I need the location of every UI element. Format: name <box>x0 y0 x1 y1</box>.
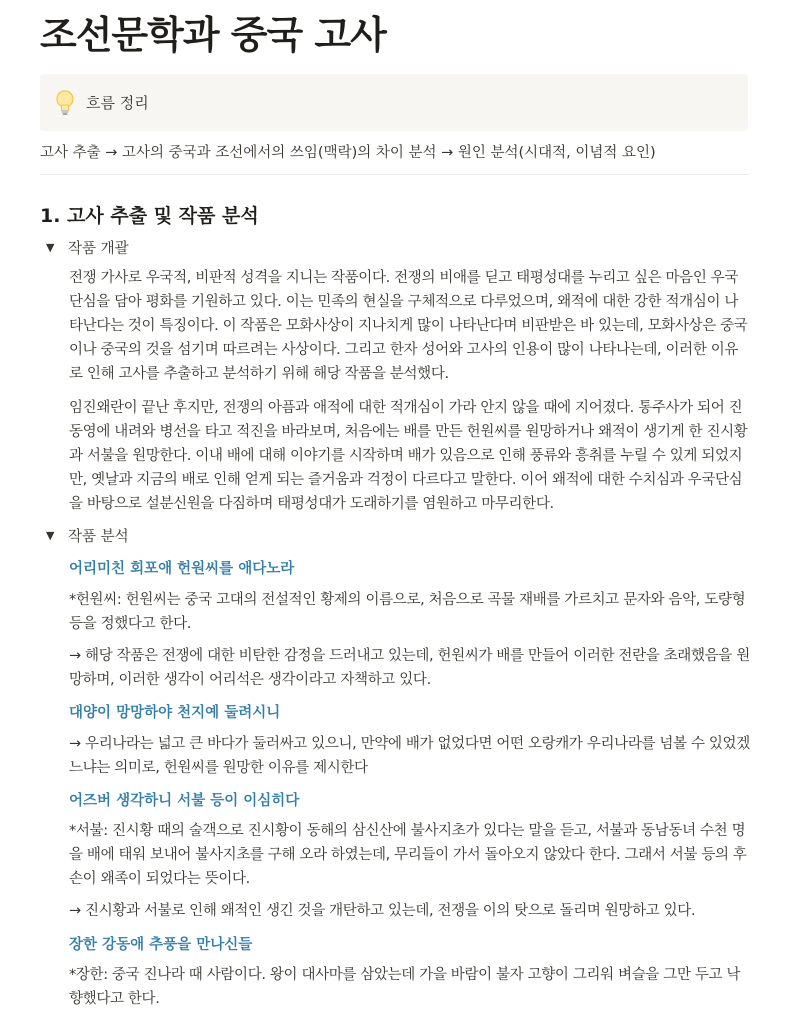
toggle-analysis[interactable] <box>46 525 129 546</box>
divider <box>40 174 749 175</box>
callout <box>40 74 748 131</box>
comment-paragraph: → 진시황과 서불로 인해 왜적인 생긴 것을 개탄하고 있는데, 전쟁을 이의 탓으로 돌리며 원망하고 있다. <box>69 903 696 919</box>
note-paragraph: *장한: 중국 진나라 때 사람이다. 왕이 대사마를 삼았는데 가을 바람이 불자 고향이 그리워 벼슬을 그만 두고 낙향했다고 한다. <box>69 967 741 1007</box>
flow-summary: 고사 추출 → 고사의 중국과 조선에서의 쓰임(맥락)의 차이 분석 → 원인 분석(시대적, 이념적 요인) <box>40 145 656 161</box>
overview-paragraph-2: 임진왜란이 끝난 후지만, 전쟁의 아픔과 애적에 대한 적개심이 가라 안지 않을 때에 지어졌다. 통주사가 되어 진동영에 내려와 병선을 타고 적진을 바라보며, 처음에는 배를 만든 헌원씨를 원망하거나 왜적이 생기게 한 진시황과 서불을 원망한다. 이내 배에 대해 이야기를 시작하며 배가 있음으로 인해 풍류와 흥취를 누릴 수 있게 되었지만, 옛날과 지금의 배로 인해 얻게 되는 즐거움과 걱정이 다르다고 말한다. 이어 왜적에 대한 수치심과 우국단심을 바탕으로 설분신원을 다짐하며 태평성대가 도래하기를 염원하고 마무리한다. <box>69 400 748 512</box>
overview-paragraph-1: 전쟁 가사로 우국적, 비판적 성격을 지니는 작품이다. 전쟁의 비애를 딛고 태평성대를 누리고 싶은 마음인 우국단심을 담아 평화를 기원하고 있다. 이는 민족의 현실을 구체적으로 다루었으며, 왜적에 대한 강한 적개심이 나타난다는 것이 특징이다. 이 작품은 모화사상이 지나치게 많이 나타난다며 비판받은 바 있는데, 모화사상은 중국이나 중국의 것을 섬기며 따르려는 사상이다. 그리고 한자 성어와 고사의 인용이 많이 나타나는데, 이러한 이유로 인해 고사를 추출하고 분석하기 위해 해당 작품을 분석했다. <box>69 270 748 382</box>
quote-line: 대양이 망망하야 천지예 둘려시니 <box>69 705 281 721</box>
comment-paragraph: → 해당 작품은 전쟁에 대한 비탄한 감정을 드러내고 있는데, 헌원씨가 배를 만들어 이러한 전란을 초래했음을 원망하며, 이러한 생각이 어리석은 생각이라고 자책하고 있다. <box>69 648 750 688</box>
comment-paragraph: → 우리나라는 넓고 큰 바다가 둘러싸고 있으니, 만약에 배가 없었다면 어떤 오랑캐가 우리나라를 넘볼 수 있었겠느냐는 의미로, 헌원씨를 원망한 이유를 제시한다 <box>69 736 750 776</box>
callout-text: 흐름 정리 <box>86 94 149 112</box>
lightbulb-icon <box>54 89 76 117</box>
section-heading: 1. 고사 추출 및 작품 분석 <box>40 205 259 227</box>
toggle-label: 작품 분석 <box>68 529 129 545</box>
toggle-label: 작품 개괄 <box>68 241 129 257</box>
toggle-triangle-icon[interactable]: ▼ <box>46 529 55 542</box>
quote-line: 어즈버 생각하니 서불 등이 이심히다 <box>69 793 300 809</box>
quote-line: 장한 강동애 추풍을 만나신들 <box>69 937 253 953</box>
toggle-overview[interactable] <box>46 237 129 258</box>
quote-line: 어리미친 회포애 헌원씨를 애다노라 <box>69 561 295 577</box>
note-paragraph: *서불: 진시황 때의 술객으로 진시황이 동해의 삼신산에 불사지초가 있다는 말을 듣고, 서불과 동남동녀 수천 명을 배에 태워 보내어 불사지초를 구해 오라 하였는데, 무리들이 가서 돌아오지 않았다 한다. 그래서 서불 등의 후손이 왜족이 되었다는 뜻이다. <box>69 823 747 887</box>
note-paragraph: *헌원씨: 헌원씨는 중국 고대의 전설적인 황제의 이름으로, 처음으로 곡물 재배를 가르치고 문자와 음악, 도량형 등을 정했다고 한다. <box>69 592 746 632</box>
page-title: 조선문학과 중국 고사 <box>40 13 386 57</box>
toggle-triangle-icon[interactable]: ▼ <box>46 241 55 254</box>
